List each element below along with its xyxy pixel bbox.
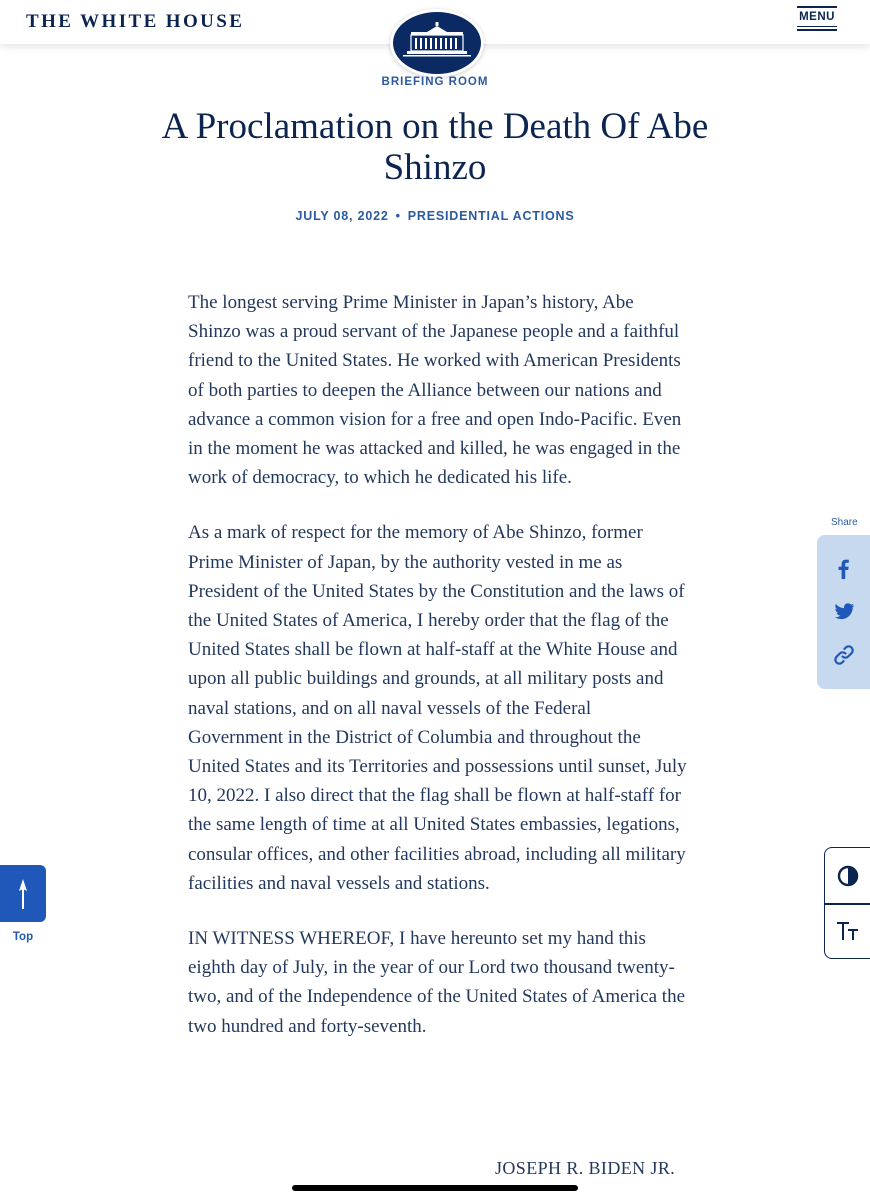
tools-divider	[825, 903, 870, 905]
link-icon[interactable]	[830, 641, 858, 669]
menu-bottom-line	[797, 26, 837, 28]
back-to-top-button[interactable]	[0, 865, 46, 922]
accessibility-tools	[824, 847, 870, 959]
menu-bottom-line-2	[797, 29, 837, 31]
share-label: Share	[831, 517, 858, 528]
white-house-seal-icon[interactable]	[390, 9, 484, 77]
article-body	[188, 288, 688, 1067]
page-title: A Proclamation on the Death Of Abe Shinzo	[161, 106, 709, 188]
paragraph-1: The longest serving Prime Minister in Japan’s history, Abe Shinzo was a proud servant of the Japanese people and a faithful friend to the United States. He worked with American Presidents of both parties to deepen the Alliance between our nations and advance a common vision for a free and open Indo-Pacific. Even in the moment he was attacked and killed, he was engaged in the work of democracy, to which he dedicated his life.	[188, 292, 682, 489]
article-category-link[interactable]: PRESIDENTIAL ACTIONS	[407, 209, 575, 223]
share-panel	[817, 535, 870, 689]
arrow-up-icon	[0, 865, 46, 922]
paragraph-3: IN WITNESS WHEREOF, I have hereunto set my hand this eighth day of July, in the year of our Lord two thousand twenty-two, and of the Independence of the United States of America the two hundred and forty-seventh.	[188, 928, 685, 1037]
article-date: JULY 08, 2022	[295, 209, 389, 223]
meta-separator: •	[395, 209, 401, 223]
text-size-icon[interactable]	[835, 918, 861, 944]
briefing-room-link[interactable]: BRIEFING ROOM	[381, 76, 489, 88]
paragraph-2: As a mark of respect for the memory of Abe Shinzo, former Prime Minister of Japan, by the authority vested in me as President of the United States by the Constitution and the laws of the United States of America, I hereby order that the flag of the United States shall be flown at half-staff at the White House and upon all public buildings and grounds, at all military posts and naval stations, and on all naval vessels of the Federal Government in the District of Columbia and throughout the United States and its Territories and possessions until sunset, July 10, 2022. I also direct that the flag shall be flown at half-staff for the same length of time at all United States embassies, legations, consular offices, and other facilities abroad, including all military facilities and naval vessels and stations.	[188, 522, 687, 894]
article-meta	[0, 209, 870, 223]
contrast-icon[interactable]	[835, 863, 861, 889]
menu-button[interactable]	[797, 6, 837, 38]
facebook-icon[interactable]	[830, 555, 858, 583]
back-to-top-label[interactable]: Top	[12, 931, 34, 943]
twitter-icon[interactable]	[830, 597, 858, 625]
site-title-link[interactable]: THE WHITE HOUSE	[26, 11, 245, 32]
signature: JOSEPH R. BIDEN JR.	[495, 1158, 676, 1178]
menu-label: MENU	[799, 10, 835, 23]
home-indicator	[292, 1185, 578, 1191]
